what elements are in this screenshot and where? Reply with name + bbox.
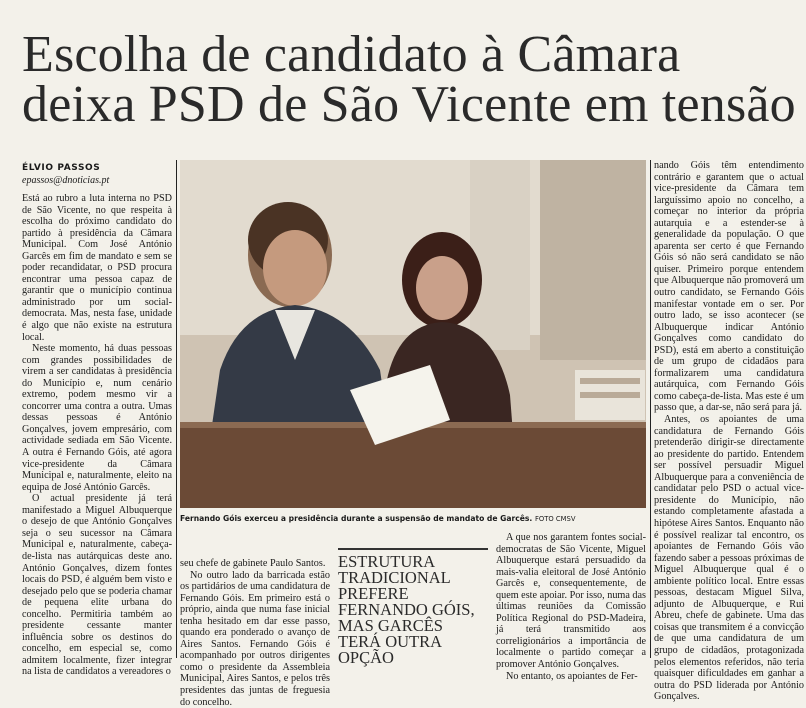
paragraph: Antes, os apoiantes de uma candidatura de Fernando Góis pretenderão dirigir-se directamente ao presidente do partido. Entendem ser possível persuadir Miguel Albuquerque para a conveniência de candidatar pelo PSD o actual vice-presidente do Município, não estando completamente afastada a hipótese Aires Santos. Enquanto não é possível realizar tal encontro, os apoiantes de Fernando Góis vão fazendo saber a pessoas próximas de Miguel Albuquerque qual é o ambiente político local. Entre essas pessoas, destacam Miguel Silva, adjunto de Albuquerque, e Rui Abreu, chefe de gabinete. Uma das coisas que transmitem é a convicção de que uma candidatura de um grupo de cidadãos, protagonizada pelos elementos referidos, não teria quaisquer dificuldades em ganhar a outra do PSD liderada por António Gonçalves.	[654, 414, 804, 703]
paragraph: No outro lado da barricada estão os partidários de uma candidatura de Fernando Góis. Em primeiro está o próprio, ainda que numa fase inicial tenha hesitado em dar esse passo, quando era ponderado o avanço de Aires Santos. Fernando Góis é acompanhado por outros dirigentes como o presidente da Assembleia Municipal, Aires Santos, e pelos três presidentes das juntas de freguesia do concelho.	[180, 569, 330, 708]
headline-line-1: Escolha de candidato à Câmara	[22, 26, 681, 83]
headline	[22, 26, 797, 133]
article-photo	[180, 160, 646, 508]
photo-caption	[180, 514, 646, 523]
headline-line-2: deixa PSD de São Vicente em tensão	[22, 76, 796, 133]
byline-author: ÉLVIO PASSOS	[22, 163, 101, 173]
paragraph: seu chefe de gabinete Paulo Santos.	[180, 558, 326, 569]
photo-credit: FOTO CMSV	[534, 515, 576, 523]
paragraph: Neste momento, há duas pessoas com grandes possibilidades de virem a ser candidatas à presidência do Município e, num cenário extremo, podem mesmo vir a concorrer uma contra a outra. Umas dessas pessoas é António Gonçalves, jovem empresário, com actividade sediada em São Vicente. A outra é Fernando Góis, até agora vice-presidente da Câmara Municipal e, naturalmente, eleito na equipa de José António Garcês.	[22, 343, 172, 493]
paragraph: nando Góis têm entendimento contrário e garantem que o actual vice-presidente da Câmara tem larguíssimo apoio no concelho, a começar no interior da própria autarquia e a estender-se à generalidade da população. O que aparenta ser certo é que Fernando Góis só não será candidato se não quiser. Primeiro porque entendem que Albuquerque não promoverá um outro candidato, se Fernando Góis manifestar vontade em o ser. Por outro lado, se isso acontecer (se Albuquerque indicar António Gonçalves como candidato do PSD), está em aberto a constituição de um grupo de cidadãos para formalizarem uma candidatura autárquica, com Fernando Góis como cabeça-de-lista. Mas este é um passo que, a dar-se, não será para já.	[654, 160, 804, 414]
paragraph: No entanto, os apoiantes de Fer-	[506, 670, 638, 682]
byline-email: epassos@dnoticias.pt	[22, 175, 110, 186]
paragraph: A que nos garantem fontes social-democratas de São Vicente, Miguel Albuquerque estará persuadido da mais-valia eleitoral de José António Garcês e, consequentemente, de quem este apoiar. Por isso, numa das últimas reuniões da Comissão Política Regional do PSD-Madeira, já terá transmitido aos correligionários a importância de localmente o partido começar a promover António Gonçalves.	[496, 532, 646, 671]
caption-text: Fernando Góis exerceu a presidência durante a suspensão de mandato de Garcês.	[180, 514, 533, 523]
article-column-1	[22, 193, 172, 678]
column-divider	[176, 160, 177, 658]
article-column-4	[496, 532, 646, 682]
photo-illustration	[180, 160, 646, 508]
paragraph: O actual presidente já terá manifestado a Miguel Albuquerque o desejo de que António Gonçalves seja o seu sucessor na Câmara Municipal e, naturalmente, cabeça-de-lista nas autárquicas deste ano. António Gonçalves, dizem fontes locais do PSD, é alguém bem visto e desejado pelo que se poderia chamar de pequena elite urbana do concelho. Permitiria também ao presidente cessante manter influência sobre os destinos do concelho, em especial se, como admitem localmente, fizer integrar na lista de candidatos a vereadores o	[22, 493, 172, 678]
article-column-5	[654, 160, 804, 703]
paragraph: Está ao rubro a luta interna no PSD de São Vicente, no que respeita à escolha do próximo candidato do partido à presidência da Câmara Municipal. Com José António Garcês em fim de mandato e sem se poder recandidatar, o PSD procura encontrar uma pessoa capaz de garantir que o município continua administrado por um social-democrata. Mas, nesta fase, unidade é algo que não existe na estrutura local.	[22, 193, 172, 343]
column-divider	[650, 160, 651, 658]
article-column-2	[180, 558, 330, 708]
pull-quote: ESTRUTURA TRADICIONAL PREFERE FERNANDO GÓIS, MAS GARCÊS TERÁ OUTRA OPÇÃO	[338, 548, 488, 666]
